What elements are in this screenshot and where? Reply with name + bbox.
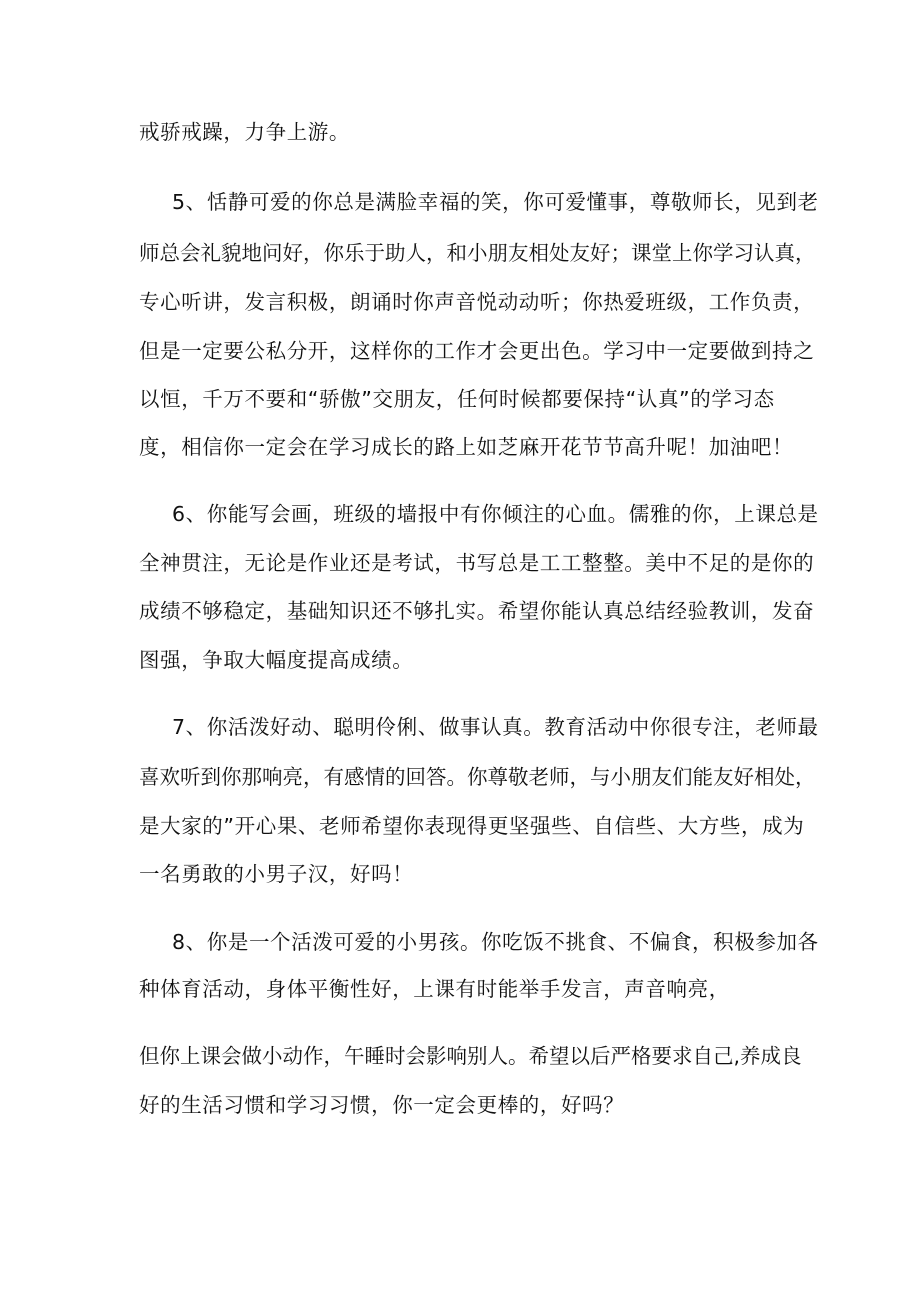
paragraph-line: 8、你是一个活泼可爱的小男孩。你吃饭不挑食、不偏食，积极参加各 bbox=[172, 930, 819, 954]
paragraph-line: 师总会礼貌地问好，你乐于助人，和小朋友相处友好；课堂上你学习认真， bbox=[139, 241, 816, 265]
paragraph-line: 7、你活泼好动、聪明伶俐、做事认真。教育活动中你很专注，老师最 bbox=[172, 715, 819, 739]
paragraph-line: 图强，争取大幅度提高成绩。 bbox=[139, 648, 414, 672]
paragraph-line: 但你上课会做小动作，午睡时会影响别人。希望以后严格要求自己,养成良 bbox=[139, 1044, 802, 1068]
paragraph-line: 是大家的”开心果、老师希望你表现得更坚强些、自信些、大方些，成为 bbox=[139, 814, 805, 838]
paragraph-line: 成绩不够稳定，基础知识还不够扎实。希望你能认真总结经验教训，发奋 bbox=[139, 599, 815, 623]
paragraph-line: 喜欢听到你那响亮，有感情的回答。你尊敬老师，与小朋友们能友好相处， bbox=[139, 765, 816, 789]
paragraph-line: 种体育活动，身体平衡性好，上课有时能举手发言，声音响亮， bbox=[139, 977, 730, 1001]
paragraph-line: 5、恬静可爱的你总是满脸幸福的笑，你可爱懂事，尊敬师长，见到老 bbox=[172, 190, 819, 214]
paragraph-line: 但是一定要公私分开，这样你的工作才会更出色。学习中一定要做到持之 bbox=[139, 339, 815, 363]
paragraph-line: 好的生活习惯和学习习惯，你一定会更棒的，好吗？ bbox=[139, 1093, 625, 1117]
paragraph-line: 专心听讲，发言积极，朗诵时你声音悦动动听；你热爱班级，工作负责， bbox=[139, 290, 815, 314]
paragraph-line: 以恒，千万不要和“骄傲”交朋友，任何时候都要保持“认真”的学习态 bbox=[139, 387, 775, 411]
paragraph-line: 一名勇敢的小男子汉，好吗！ bbox=[139, 862, 414, 886]
paragraph-line: 全神贯注，无论是作业还是考试，书写总是工工整整。美中不足的是你的 bbox=[139, 551, 815, 575]
paragraph-line: 度，相信你一定会在学习成长的路上如芝麻开花节节高升呢！加油吧！ bbox=[139, 435, 794, 459]
paragraph-line: 戒骄戒躁，力争上游。 bbox=[139, 120, 350, 144]
paragraph-line: 6、你能写会画，班级的墙报中有你倾注的心血。儒雅的你，上课总是 bbox=[172, 502, 819, 526]
